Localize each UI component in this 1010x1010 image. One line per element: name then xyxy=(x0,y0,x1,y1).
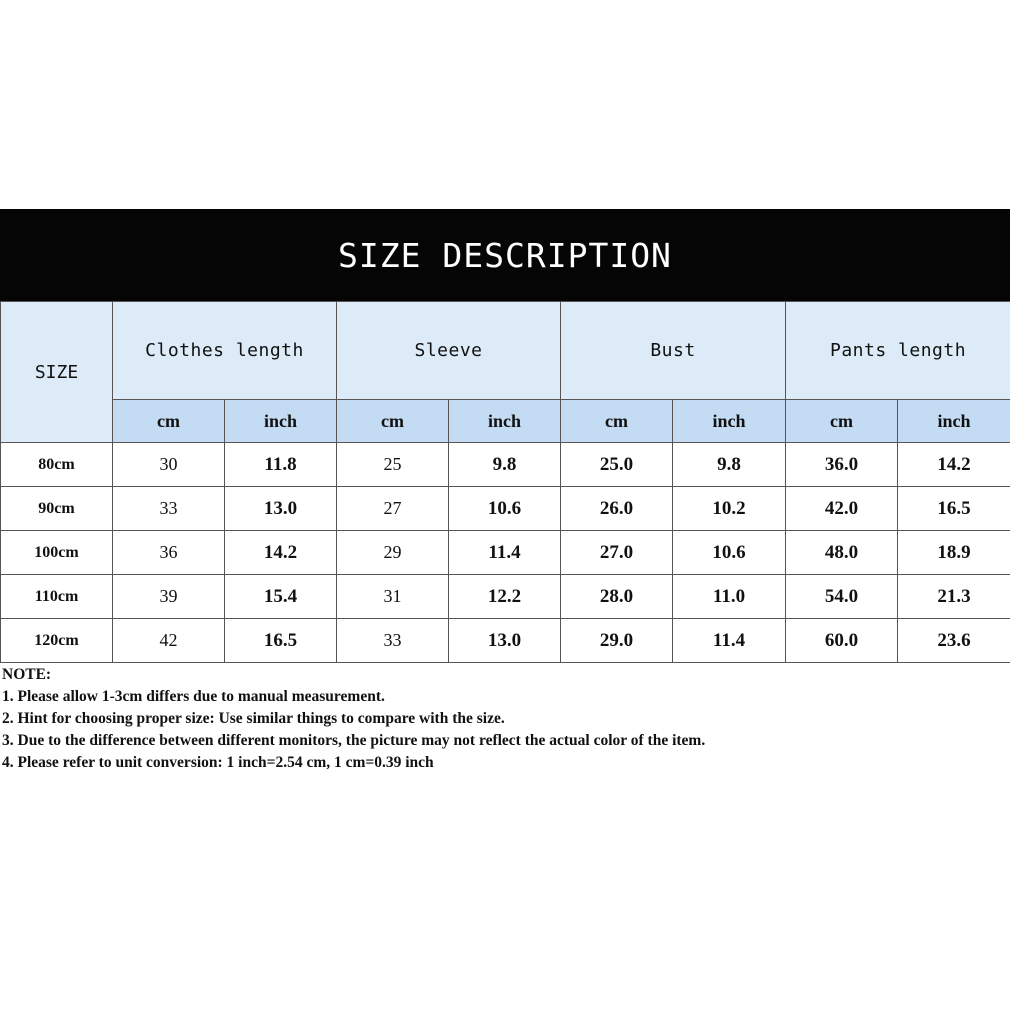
sleeve-cm-cell: 27 xyxy=(337,487,449,531)
bust-cm-cell: 29.0 xyxy=(561,619,673,663)
unit-inch: inch xyxy=(673,400,786,443)
size-chart-table xyxy=(0,301,1010,663)
pants-inch-cell: 16.5 xyxy=(898,487,1010,531)
sleeve-inch-cell: 9.8 xyxy=(449,443,561,487)
bust-cm-cell: 28.0 xyxy=(561,575,673,619)
pants-inch-cell: 23.6 xyxy=(898,619,1010,663)
table-row xyxy=(1,575,1010,619)
size-cell: 80cm xyxy=(1,443,113,487)
sleeve-header: Sleeve xyxy=(337,302,561,400)
sleeve-cm-cell: 33 xyxy=(337,619,449,663)
unit-inch: inch xyxy=(898,400,1010,443)
size-cell: 100cm xyxy=(1,531,113,575)
size-column-header: SIZE xyxy=(1,302,113,443)
size-cell: 110cm xyxy=(1,575,113,619)
notes-heading: NOTE: xyxy=(2,666,52,683)
pants-inch-cell: 14.2 xyxy=(898,443,1010,487)
unit-cm: cm xyxy=(337,400,449,443)
pants-cm-cell: 36.0 xyxy=(786,443,898,487)
bust-inch-cell: 11.0 xyxy=(673,575,786,619)
bust-inch-cell: 11.4 xyxy=(673,619,786,663)
unit-header-row xyxy=(1,400,1010,443)
pants-cm-cell: 54.0 xyxy=(786,575,898,619)
unit-cm: cm xyxy=(786,400,898,443)
sleeve-cm-cell: 25 xyxy=(337,443,449,487)
title-banner xyxy=(0,209,1010,301)
clothes-cm-cell: 36 xyxy=(113,531,225,575)
clothes-inch-cell: 15.4 xyxy=(225,575,337,619)
pants-length-header: Pants length xyxy=(786,302,1010,400)
pants-cm-cell: 48.0 xyxy=(786,531,898,575)
page-title: SIZE DESCRIPTION xyxy=(338,235,672,275)
unit-inch: inch xyxy=(449,400,561,443)
pants-inch-cell: 21.3 xyxy=(898,575,1010,619)
sleeve-cm-cell: 29 xyxy=(337,531,449,575)
note-item: 4. Please refer to unit conversion: 1 inch=2.54 cm, 1 cm=0.39 inch xyxy=(2,754,434,771)
sleeve-cm-cell: 31 xyxy=(337,575,449,619)
clothes-inch-cell: 11.8 xyxy=(225,443,337,487)
bust-cm-cell: 25.0 xyxy=(561,443,673,487)
sleeve-inch-cell: 12.2 xyxy=(449,575,561,619)
bust-inch-cell: 9.8 xyxy=(673,443,786,487)
note-item: 2. Hint for choosing proper size: Use similar things to compare with the size. xyxy=(2,710,505,727)
bust-cm-cell: 27.0 xyxy=(561,531,673,575)
clothes-inch-cell: 13.0 xyxy=(225,487,337,531)
unit-inch: inch xyxy=(225,400,337,443)
table-row xyxy=(1,531,1010,575)
group-header-row xyxy=(1,302,1010,400)
clothes-cm-cell: 30 xyxy=(113,443,225,487)
pants-inch-cell: 18.9 xyxy=(898,531,1010,575)
bust-header: Bust xyxy=(561,302,786,400)
clothes-inch-cell: 14.2 xyxy=(225,531,337,575)
note-item: 3. Due to the difference between different monitors, the picture may not reflect the actual color of the item. xyxy=(2,732,706,749)
clothes-cm-cell: 39 xyxy=(113,575,225,619)
table-row xyxy=(1,619,1010,663)
bust-inch-cell: 10.2 xyxy=(673,487,786,531)
table-row xyxy=(1,487,1010,531)
sleeve-inch-cell: 11.4 xyxy=(449,531,561,575)
clothes-inch-cell: 16.5 xyxy=(225,619,337,663)
notes-section xyxy=(2,664,1007,774)
table-row xyxy=(1,443,1010,487)
pants-cm-cell: 60.0 xyxy=(786,619,898,663)
pants-cm-cell: 42.0 xyxy=(786,487,898,531)
size-cell: 120cm xyxy=(1,619,113,663)
clothes-cm-cell: 33 xyxy=(113,487,225,531)
sleeve-inch-cell: 13.0 xyxy=(449,619,561,663)
clothes-length-header: Clothes length xyxy=(113,302,337,400)
clothes-cm-cell: 42 xyxy=(113,619,225,663)
size-cell: 90cm xyxy=(1,487,113,531)
unit-cm: cm xyxy=(113,400,225,443)
note-item: 1. Please allow 1-3cm differs due to manual measurement. xyxy=(2,688,385,705)
sleeve-inch-cell: 10.6 xyxy=(449,487,561,531)
bust-inch-cell: 10.6 xyxy=(673,531,786,575)
bust-cm-cell: 26.0 xyxy=(561,487,673,531)
unit-cm: cm xyxy=(561,400,673,443)
